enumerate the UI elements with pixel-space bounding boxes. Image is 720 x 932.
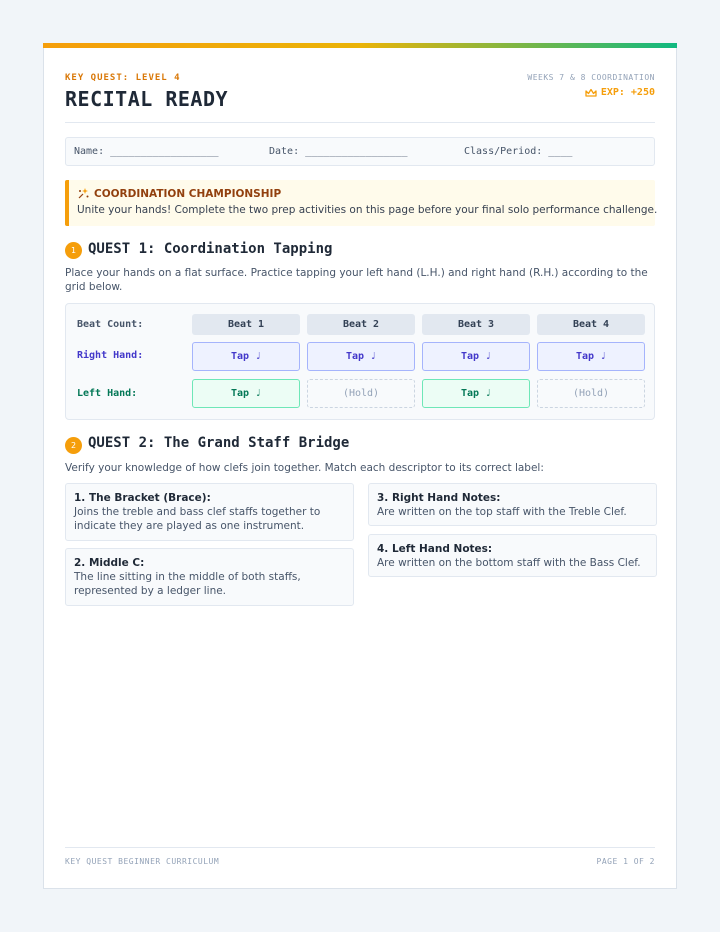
callout-heading [77,187,281,200]
right-hand-beat-3: Tap ♩ [422,342,530,371]
right-hand-label: Right Hand: [77,350,144,361]
card-title: 1. The Bracket (Brace): [74,492,211,504]
quest-2-number: 2 [65,437,82,454]
sparkle-icon [77,187,90,200]
beat-3-header: Beat 3 [422,314,530,335]
callout-body: Unite your hands! Complete the two prep activities on this page before your final solo performance challenge. [77,204,658,216]
card-title: 3. Right Hand Notes: [377,492,501,504]
championship-callout [65,180,658,226]
quest-1-title: QUEST 1: Coordination Tapping [88,241,333,257]
callout-title: COORDINATION CHAMPIONSHIP [94,187,282,200]
left-hand-beat-2: (Hold) [307,379,415,408]
beat-count-label: Beat Count: [77,319,144,330]
descriptor-card-1 [65,483,354,541]
date-field[interactable]: Date: _________________ [269,146,408,157]
student-info-box [65,137,655,166]
tapping-grid [65,303,655,420]
exp-badge [585,87,655,98]
quest-1-description: Place your hands on a flat surface. Practice tapping your left hand (L.H.) and right hand (R.H.) according to the grid below. [65,267,648,293]
right-hand-beat-2: Tap ♩ [307,342,415,371]
footer-page-number: PAGE 1 OF 2 [596,857,655,866]
card-body: Are written on the bottom staff with the Bass Clef. [377,557,641,569]
quest-2-description: Verify your knowledge of how clefs join together. Match each descriptor to its correct label: [65,462,544,474]
weeks-label: WEEKS 7 & 8 COORDINATION [527,73,655,82]
quest-2-title: QUEST 2: The Grand Staff Bridge [88,435,350,451]
level-kicker: KEY QUEST: LEVEL 4 [65,73,181,83]
beat-4-header: Beat 4 [537,314,645,335]
left-hand-beat-4: (Hold) [537,379,645,408]
right-hand-beat-1: Tap ♩ [192,342,300,371]
descriptor-card-2 [65,548,354,606]
right-hand-beat-4: Tap ♩ [537,342,645,371]
card-title: 4. Left Hand Notes: [377,543,493,555]
class-field[interactable]: Class/Period: ____ [464,146,573,157]
worksheet-page [43,43,677,889]
card-body: Joins the treble and bass clef staffs together to indicate they are played as one instrument. [74,506,321,532]
card-body: The line sitting in the middle of both staffs, represented by a ledger line. [74,571,301,597]
exp-value: EXP: +250 [600,87,655,98]
name-field[interactable]: Name: __________________ [74,146,219,157]
left-hand-beat-1: Tap ♩ [192,379,300,408]
header-divider [65,122,655,123]
beat-2-header: Beat 2 [307,314,415,335]
footer-curriculum: KEY QUEST BEGINNER CURRICULUM [65,857,220,866]
descriptor-card-4 [368,534,657,577]
card-title: 2. Middle C: [74,557,145,569]
page-title: RECITAL READY [65,87,229,111]
gradient-top-bar [43,43,677,48]
descriptor-card-3 [368,483,657,526]
left-hand-beat-3: Tap ♩ [422,379,530,408]
beat-1-header: Beat 1 [192,314,300,335]
footer-divider [65,847,655,848]
crown-icon [585,88,597,98]
left-hand-label: Left Hand: [77,388,138,399]
quest-1-number: 1 [65,242,82,259]
card-body: Are written on the top staff with the Treble Clef. [377,506,627,518]
